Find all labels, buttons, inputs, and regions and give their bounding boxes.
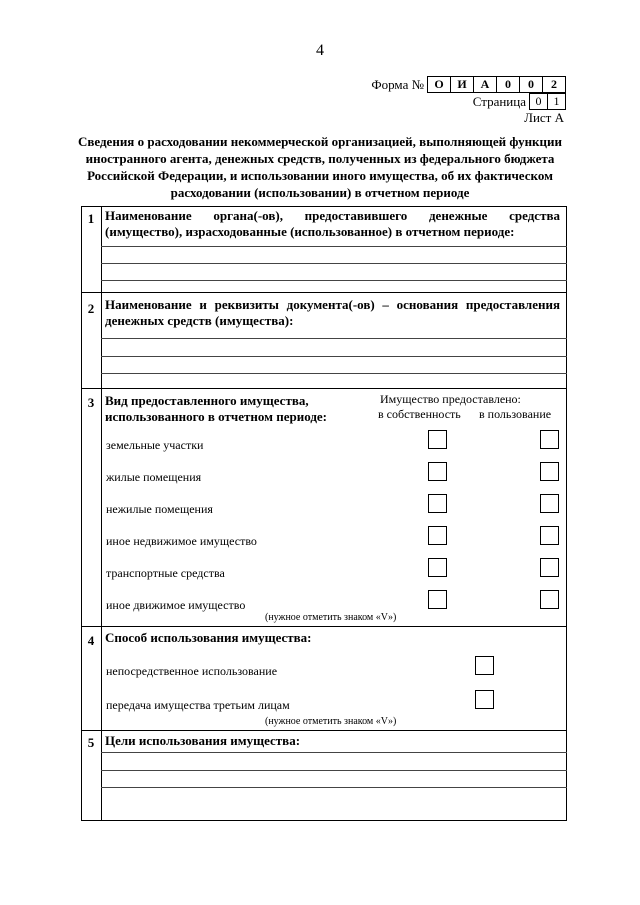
form-code-cell: 2 [551, 77, 557, 91]
ownership-checkbox[interactable] [428, 558, 447, 577]
section-2-title-line: Наименование и реквизиты документа(-ов) – основания предоставления [105, 297, 560, 312]
provided-header: Имущество предоставлено: [380, 392, 521, 406]
form-code-cells [427, 76, 566, 93]
page-cells [529, 93, 566, 110]
section-divider [81, 388, 567, 389]
column-ownership-header: в собственность [378, 407, 461, 421]
section-1-title-line: Наименование органа(-ов), предоставившего денежные средства [105, 208, 560, 223]
document-title [70, 133, 570, 201]
section-divider [81, 626, 567, 627]
use-checkbox[interactable] [540, 558, 559, 577]
sheet-label: Лист А [524, 110, 564, 125]
form-code-cell: 0 [497, 77, 520, 92]
fill-line[interactable] [101, 356, 567, 357]
page-number: 4 [316, 42, 324, 59]
ownership-checkbox[interactable] [428, 590, 447, 609]
form-code-cell: О [428, 77, 451, 92]
fill-line[interactable] [101, 770, 567, 771]
page-label: Страница [472, 93, 526, 109]
use-checkbox[interactable] [540, 590, 559, 609]
form-code-cell: 0 [520, 77, 543, 92]
page-indicator [473, 93, 566, 110]
usage-method-checkbox[interactable] [475, 690, 494, 709]
form-code-cell: И [451, 77, 474, 92]
section-divider [81, 730, 567, 731]
section-number: 1 [87, 211, 95, 226]
fill-line[interactable] [101, 752, 567, 753]
fill-line[interactable] [101, 338, 567, 339]
usage-method-label: передача имущества третьим лицам [106, 698, 290, 712]
ownership-checkbox[interactable] [428, 462, 447, 481]
section-number: 3 [87, 395, 95, 410]
section-number: 2 [87, 301, 95, 316]
usage-method-checkbox[interactable] [475, 656, 494, 675]
title-line: иностранного агента, денежных средств, полученных из федерального бюджета [85, 151, 555, 166]
property-type-label: жилые помещения [106, 470, 202, 484]
title-line: расходовании (использовании) в отчетном периоде [170, 185, 470, 200]
ownership-checkbox[interactable] [428, 526, 447, 545]
use-checkbox[interactable] [540, 526, 559, 545]
property-type-label: иное движимое имущество [106, 598, 246, 612]
form-label: Форма № [371, 76, 424, 92]
page-digit: 1 [553, 94, 560, 108]
page-digit: 0 [530, 94, 548, 109]
section-number: 4 [87, 633, 95, 648]
number-column-divider [101, 206, 102, 821]
form-code-line [371, 76, 566, 93]
use-checkbox[interactable] [540, 494, 559, 513]
property-type-label: транспортные средства [106, 566, 225, 580]
use-checkbox[interactable] [540, 462, 559, 481]
section-2-title-line: денежных средств (имущества): [105, 313, 294, 328]
section-5-title: Цели использования имущества: [105, 733, 301, 748]
ownership-checkbox[interactable] [428, 494, 447, 513]
fill-line[interactable] [101, 787, 567, 788]
fill-line[interactable] [101, 373, 567, 374]
fill-line[interactable] [101, 280, 567, 281]
fill-line[interactable] [101, 246, 567, 247]
section-divider [81, 292, 567, 293]
fill-line[interactable] [101, 263, 567, 264]
title-line: Сведения о расходовании некоммерческой организацией, выполняющей функции [77, 134, 563, 149]
section-3-title-line: Вид предоставленного имущества, [105, 393, 309, 408]
mark-instruction: (нужное отметить знаком «V») [265, 612, 397, 623]
section-1-title-line: (имущество), израсходованные (использованное) в отчетном периоде: [105, 224, 515, 239]
ownership-checkbox[interactable] [428, 430, 447, 449]
property-type-label: земельные участки [106, 438, 204, 452]
column-use-header: в пользование [479, 407, 552, 421]
section-4-title: Способ использования имущества: [105, 630, 312, 645]
usage-method-label: непосредственное использование [106, 664, 278, 678]
title-line: Российской Федерации, и использовании иного имущества, об их фактическом [87, 168, 553, 183]
form-code-cell: А [474, 77, 497, 92]
use-checkbox[interactable] [540, 430, 559, 449]
property-type-label: нежилые помещения [106, 502, 213, 516]
section-number: 5 [87, 735, 95, 750]
property-type-label: иное недвижимое имущество [106, 534, 257, 548]
mark-instruction: (нужное отметить знаком «V») [265, 716, 397, 727]
section-3-title-line: использованного в отчетном периоде: [105, 409, 328, 424]
